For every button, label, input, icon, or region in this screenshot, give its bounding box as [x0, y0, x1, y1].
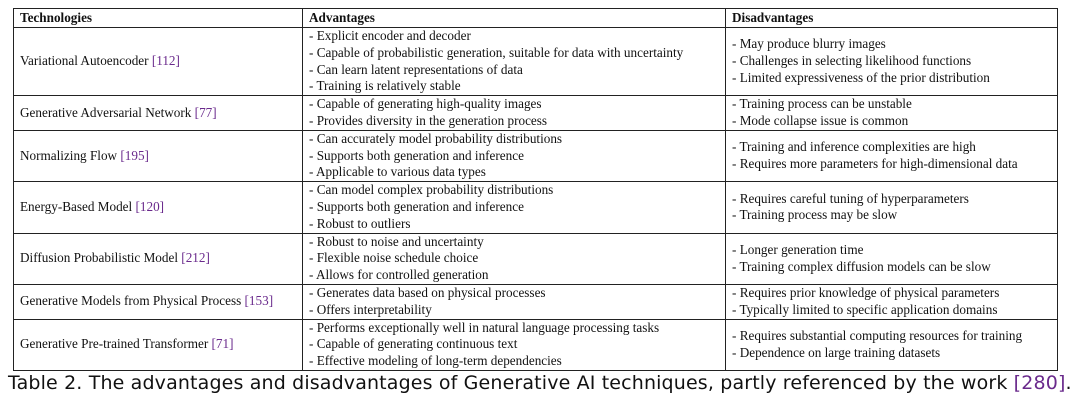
technology-cell	[14, 319, 303, 370]
technology-cell	[14, 130, 303, 181]
caption-citation-link[interactable]: [280]	[1013, 372, 1066, 394]
advantages-cell	[303, 319, 726, 370]
advantage-item: - Training is relatively stable	[309, 78, 461, 94]
technology-name: Energy-Based Model	[20, 198, 133, 214]
advantages-cell	[303, 28, 726, 96]
disadvantages-cell	[726, 233, 1058, 284]
table-row	[14, 28, 1058, 96]
disadvantage-item: - Requires careful tuning of hyperparameters	[732, 190, 969, 206]
generative-ai-comparison-table	[13, 8, 1058, 371]
advantage-item: - Supports both generation and inference	[309, 147, 524, 163]
disadvantages-cell	[726, 28, 1058, 96]
advantages-cell	[303, 233, 726, 284]
advantage-item: - Capable of generating high-quality images	[309, 96, 542, 112]
citation-link[interactable]: [77]	[194, 104, 217, 120]
technology-name: Generative Adversarial Network	[20, 104, 192, 120]
advantage-item: - Can accurately model probability distributions	[309, 130, 563, 146]
table-row	[14, 319, 1058, 370]
advantage-item: - Effective modeling of long-term dependencies	[309, 353, 562, 369]
citation-link[interactable]: [112]	[151, 53, 180, 69]
advantage-item: - Allows for controlled generation	[309, 267, 489, 283]
advantage-item: - Supports both generation and inference	[309, 198, 524, 214]
table-row	[14, 182, 1058, 233]
technology-name: Normalizing Flow	[20, 147, 118, 163]
table-caption	[8, 372, 1074, 394]
technology-name: Generative Models from Physical Process	[20, 293, 242, 309]
disadvantage-item: - Limited expressiveness of the prior distribution	[732, 69, 990, 85]
table-row	[14, 130, 1058, 181]
technology-name: Variational Autoencoder	[20, 53, 149, 69]
advantages-cell	[303, 130, 726, 181]
technology-cell	[14, 96, 303, 131]
advantage-item: - Offers interpretability	[309, 301, 432, 317]
technology-cell	[14, 284, 303, 319]
disadvantage-item: - Training complex diffusion models can be slow	[732, 258, 991, 274]
disadvantages-cell	[726, 319, 1058, 370]
header-technologies: Technologies	[14, 9, 303, 28]
disadvantage-item: - Requires prior knowledge of physical parameters	[732, 284, 1000, 300]
technology-cell	[14, 28, 303, 96]
table-body	[14, 28, 1058, 371]
technology-name: Generative Pre-trained Transformer	[20, 336, 209, 352]
disadvantage-item: - Training process can be unstable	[732, 96, 912, 112]
citation-link[interactable]: [195]	[120, 147, 149, 163]
disadvantage-item: - Requires more parameters for high-dimensional data	[732, 155, 1018, 171]
table-row	[14, 284, 1058, 319]
disadvantages-cell	[726, 96, 1058, 131]
advantage-item: - Capable of probabilistic generation, suitable for data with uncertainty	[309, 44, 684, 60]
advantage-item: - Applicable to various data types	[309, 164, 486, 180]
advantages-cell	[303, 182, 726, 233]
disadvantage-item: - Training and inference complexities are high	[732, 139, 976, 155]
table-row	[14, 233, 1058, 284]
citation-link[interactable]: [212]	[181, 250, 210, 266]
disadvantage-item: - Typically limited to specific application domains	[732, 301, 998, 317]
advantage-item: - Performs exceptionally well in natural language processing tasks	[309, 319, 660, 335]
advantage-item: - Flexible noise schedule choice	[309, 250, 479, 266]
disadvantage-item: - Longer generation time	[732, 241, 864, 257]
disadvantage-item: - Requires substantial computing resources for training	[732, 327, 1023, 343]
technology-cell	[14, 182, 303, 233]
header-advantages: Advantages	[303, 9, 726, 28]
disadvantage-item: - May produce blurry images	[732, 36, 886, 52]
advantage-item: - Provides diversity in the generation process	[309, 112, 548, 128]
disadvantages-cell	[726, 284, 1058, 319]
disadvantage-item: - Training process may be slow	[732, 207, 898, 223]
advantage-item: - Robust to noise and uncertainty	[309, 233, 484, 249]
advantage-item: - Robust to outliers	[309, 215, 411, 231]
technology-name: Diffusion Probabilistic Model	[20, 250, 178, 266]
advantages-cell	[303, 284, 726, 319]
citation-link[interactable]: [120]	[135, 198, 165, 214]
disadvantage-item: - Challenges in selecting likelihood functions	[732, 53, 972, 69]
disadvantage-item: - Dependence on large training datasets	[732, 344, 941, 360]
caption-end: .	[1065, 372, 1072, 394]
caption-text: Table 2. The advantages and disadvantages of Generative AI techniques, partly referenced by the work	[8, 372, 1014, 394]
advantage-item: - Explicit encoder and decoder	[309, 28, 471, 43]
disadvantages-cell	[726, 182, 1058, 233]
citation-link[interactable]: [71]	[211, 336, 234, 352]
disadvantages-cell	[726, 130, 1058, 181]
advantage-item: - Can learn latent representations of data	[309, 61, 523, 77]
advantage-item: - Generates data based on physical processes	[309, 284, 546, 300]
technology-cell	[14, 233, 303, 284]
advantages-cell	[303, 96, 726, 131]
header-disadvantages: Disadvantages	[726, 9, 1058, 28]
citation-link[interactable]: [153]	[244, 293, 274, 309]
advantage-item: - Can model complex probability distributions	[309, 182, 554, 198]
table-row	[14, 96, 1058, 131]
advantage-item: - Capable of generating continuous text	[309, 336, 518, 352]
table-header-row	[14, 9, 1058, 28]
comparison-table-container	[13, 8, 1057, 371]
disadvantage-item: - Mode collapse issue is common	[732, 112, 909, 128]
